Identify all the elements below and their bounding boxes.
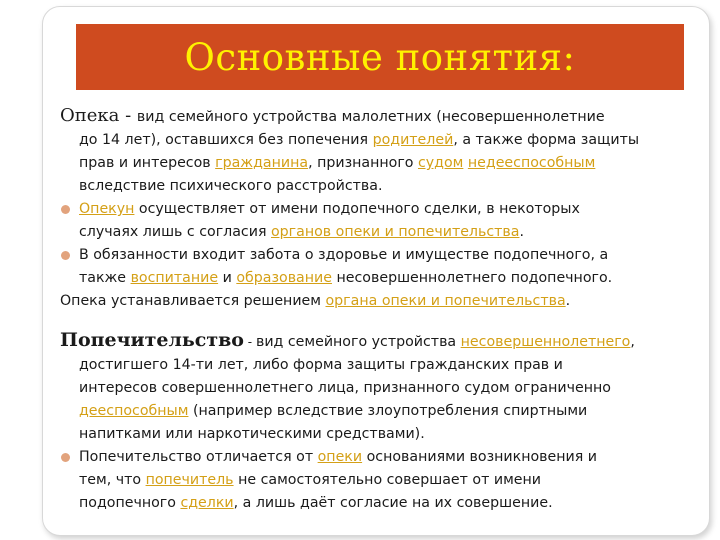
bullet1-text-a: осуществляет от имени подопечного сделки, в некоторых	[134, 201, 580, 217]
bullet3-text-e: подопечного	[79, 495, 181, 511]
link-obrazovanie[interactable]: образование	[236, 270, 332, 286]
opeka-line-4: вследствие психического расстройства.	[79, 178, 383, 194]
decision-text-b: .	[565, 293, 571, 309]
popech-definition	[60, 329, 690, 446]
bullet1-text-b: случаях лишь с согласия	[79, 224, 271, 240]
bullet2-text-c: и	[218, 270, 237, 286]
bullet2-text-a: В обязанности входит забота о здоровье и имуществе подопечного, а	[79, 247, 609, 263]
bullet3-text-f: , а лишь даёт согласие на их совершение.	[233, 495, 553, 511]
bullet2-text-d: несовершеннолетнего подопечного.	[331, 270, 613, 286]
popech-def-a: вид семейного устройства	[255, 334, 461, 350]
list-item-otlichie	[60, 446, 690, 515]
opeka-def-a: вид семейного устройства малолетних (несовершеннолетние	[136, 109, 605, 125]
bullet3-text-b: основаниями возникновения и	[362, 449, 598, 465]
section-gap	[60, 313, 690, 329]
opeka-def-d: прав и интересов	[79, 155, 216, 171]
bullet2-text-b: также	[79, 270, 131, 286]
bullet-icon	[61, 453, 70, 462]
page-title: Основные понятия:	[184, 35, 576, 79]
link-grazhdanina[interactable]: гражданина	[215, 155, 309, 171]
opeka-decision	[60, 290, 690, 313]
popech-term: Попечительство	[60, 329, 244, 351]
bullet1-text-c: .	[519, 224, 524, 240]
popech-dash: -	[243, 335, 256, 349]
link-organov-opeki[interactable]: органов опеки и попечительства	[271, 224, 520, 240]
link-roditeley[interactable]: родителей	[372, 132, 454, 148]
popech-line-5: напитками или наркотическими средствами).	[79, 426, 425, 442]
bullet3-text-c: тем, что	[79, 472, 146, 488]
bullet3-text-d: не самостоятельно совершает от имени	[233, 472, 541, 488]
link-vospitanie[interactable]: воспитание	[130, 270, 219, 286]
list-item-obyazannosti	[60, 244, 690, 290]
decision-text-a: Опека устанавливается решением	[60, 293, 326, 309]
list-item-opekun	[60, 198, 690, 244]
link-deesposobnym[interactable]: дееспособным	[79, 403, 189, 419]
link-nesovershennoletnego[interactable]: несовершеннолетнего	[460, 334, 631, 350]
popech-def-e: (например вследствие злоупотребления спиртными	[188, 403, 588, 419]
link-organa-opeki[interactable]: органа опеки и попечительства	[325, 293, 566, 309]
link-sdelki[interactable]: сделки	[180, 495, 234, 511]
bullet3-text-a: Попечительство отличается от	[79, 449, 318, 465]
opeka-def-c: , а также форма защиты	[453, 132, 640, 148]
link-opeki[interactable]: опеки	[317, 449, 363, 465]
content-area	[60, 104, 690, 515]
opeka-def-b: до 14 лет), оставшихся без попечения	[79, 132, 373, 148]
bullet-icon	[61, 251, 70, 260]
title-bar	[76, 24, 684, 90]
link-sudom[interactable]: судом	[417, 155, 464, 171]
opeka-definition	[60, 104, 690, 198]
opeka-term: Опека	[60, 105, 120, 126]
bullet-icon	[61, 205, 70, 214]
link-opekun[interactable]: Опекун	[79, 201, 135, 217]
opeka-def-e: , признанного	[308, 155, 418, 171]
link-popechitel[interactable]: попечитель	[145, 472, 234, 488]
popech-line-4	[60, 400, 690, 423]
opeka-line-2	[60, 129, 690, 152]
link-nedeesposobnym[interactable]: недееспособным	[467, 155, 596, 171]
popech-line-3: интересов совершеннолетнего лица, признанного судом ограниченно	[79, 380, 611, 396]
opeka-dash: -	[119, 105, 137, 126]
popech-def-b: ,	[630, 334, 635, 350]
opeka-line-3	[60, 152, 690, 175]
popech-line-2: достигшего 14-ти лет, либо форма защиты гражданских прав и	[79, 357, 563, 373]
